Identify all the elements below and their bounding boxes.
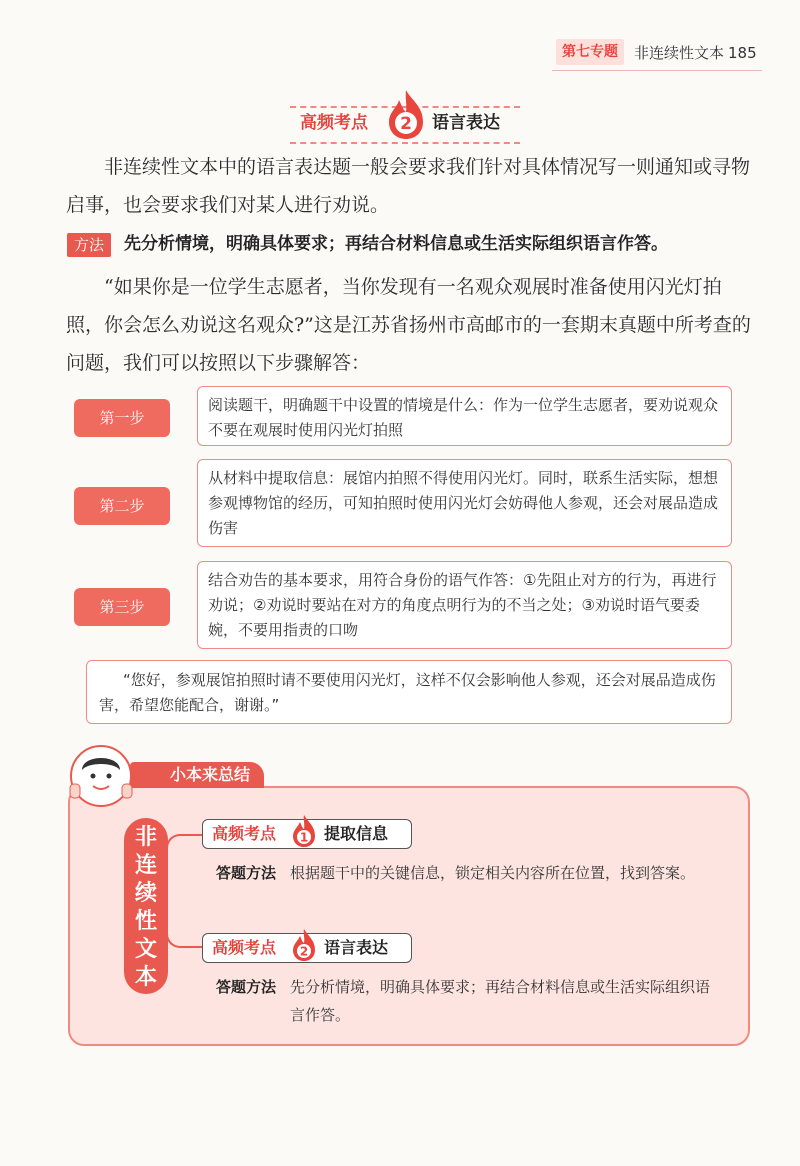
- summary-point-2-method-label: 答题方法: [216, 978, 277, 996]
- summary-point-2-label: 高频考点: [212, 938, 277, 957]
- example-paragraph: “如果你是一位学生志愿者，当你发现有一名观众观展时准备使用闪光灯拍照，你会怎么劝说这名观众?”这是江苏省扬州市高邮市的一套期末真题中所考查的问题，我们可以按照以下步骤解答：: [66, 276, 751, 374]
- section-label: 高频考点: [300, 113, 368, 133]
- subject-char: 性: [134, 909, 157, 934]
- step-2-badge: 第二步: [74, 487, 170, 525]
- header-title: 非连续性文本: [634, 44, 725, 62]
- answer-quote: “您好，参观展馆拍照时请不要使用闪光灯，这样不仅会影响他人参观，还会对展品造成伤害，希望您能配合，谢谢。”: [86, 660, 732, 724]
- step-2-text: 从材料中提取信息：展馆内拍照不得使用闪光灯。同时，联系生活实际，想想参观博物馆的经历，可知拍照时使用闪光灯会妨碍他人参观，还会对展品造成伤害: [197, 459, 732, 547]
- subject-char: 本: [134, 965, 157, 990]
- subject-char: 连: [134, 853, 157, 878]
- summary-point-1-number: 1: [299, 830, 309, 845]
- mascot-avatar-icon: [62, 740, 140, 818]
- subject-char: 非: [134, 825, 157, 850]
- flame-number-icon: [290, 928, 318, 962]
- flame-number-icon: [290, 814, 318, 848]
- subject-char: 文: [134, 937, 157, 962]
- step-1-text: 阅读题干，明确题干中设置的情境是什么：作为一位学生志愿者，要劝说观众不要在观展时使用闪光灯拍照: [197, 386, 732, 446]
- header-divider: [552, 70, 762, 71]
- summary-point-1-label: 高频考点: [212, 824, 277, 843]
- method-text: 先分析情境，明确具体要求；再结合材料信息或生活实际组织语言作答。: [124, 234, 668, 254]
- step-3-text: 结合劝告的基本要求，用符合身份的语气作答：①先阻止对方的行为，再进行劝说；②劝说时要站在对方的角度点明行为的不当之处；③劝说时语气要委婉，不要用指责的口吻: [197, 561, 732, 649]
- summary-point-1-method-label: 答题方法: [216, 864, 277, 882]
- summary-point-1-name: 提取信息: [324, 824, 389, 843]
- summary-point-2-number: 2: [299, 944, 309, 959]
- section-name: 语言表达: [432, 113, 500, 133]
- step-3-badge: 第三步: [74, 588, 170, 626]
- intro-paragraph: 非连续性文本中的语言表达题一般会要求我们针对具体情况写一则通知或寻物启事，也会要求我们对某人进行劝说。: [66, 156, 751, 216]
- summary-tab: 小本来总结: [130, 762, 264, 788]
- summary-subject-vertical: [124, 818, 168, 994]
- section-number: 2: [400, 114, 412, 134]
- flame-number-icon: [385, 88, 427, 140]
- summary-connector: [166, 834, 204, 948]
- page-number: 185: [728, 44, 757, 62]
- method-badge: 方法: [67, 233, 111, 257]
- summary-point-1-method-text: 根据题干中的关键信息，锁定相关内容所在位置，找到答案。: [290, 864, 696, 882]
- summary-point-2-method-text: 先分析情境，明确具体要求；再结合材料信息或生活实际组织语言作答。: [290, 978, 711, 1024]
- subject-char: 续: [134, 881, 157, 906]
- summary-point-2-name: 语言表达: [324, 938, 389, 957]
- step-1-badge: 第一步: [74, 399, 170, 437]
- topic-tag: 第七专题: [556, 39, 624, 65]
